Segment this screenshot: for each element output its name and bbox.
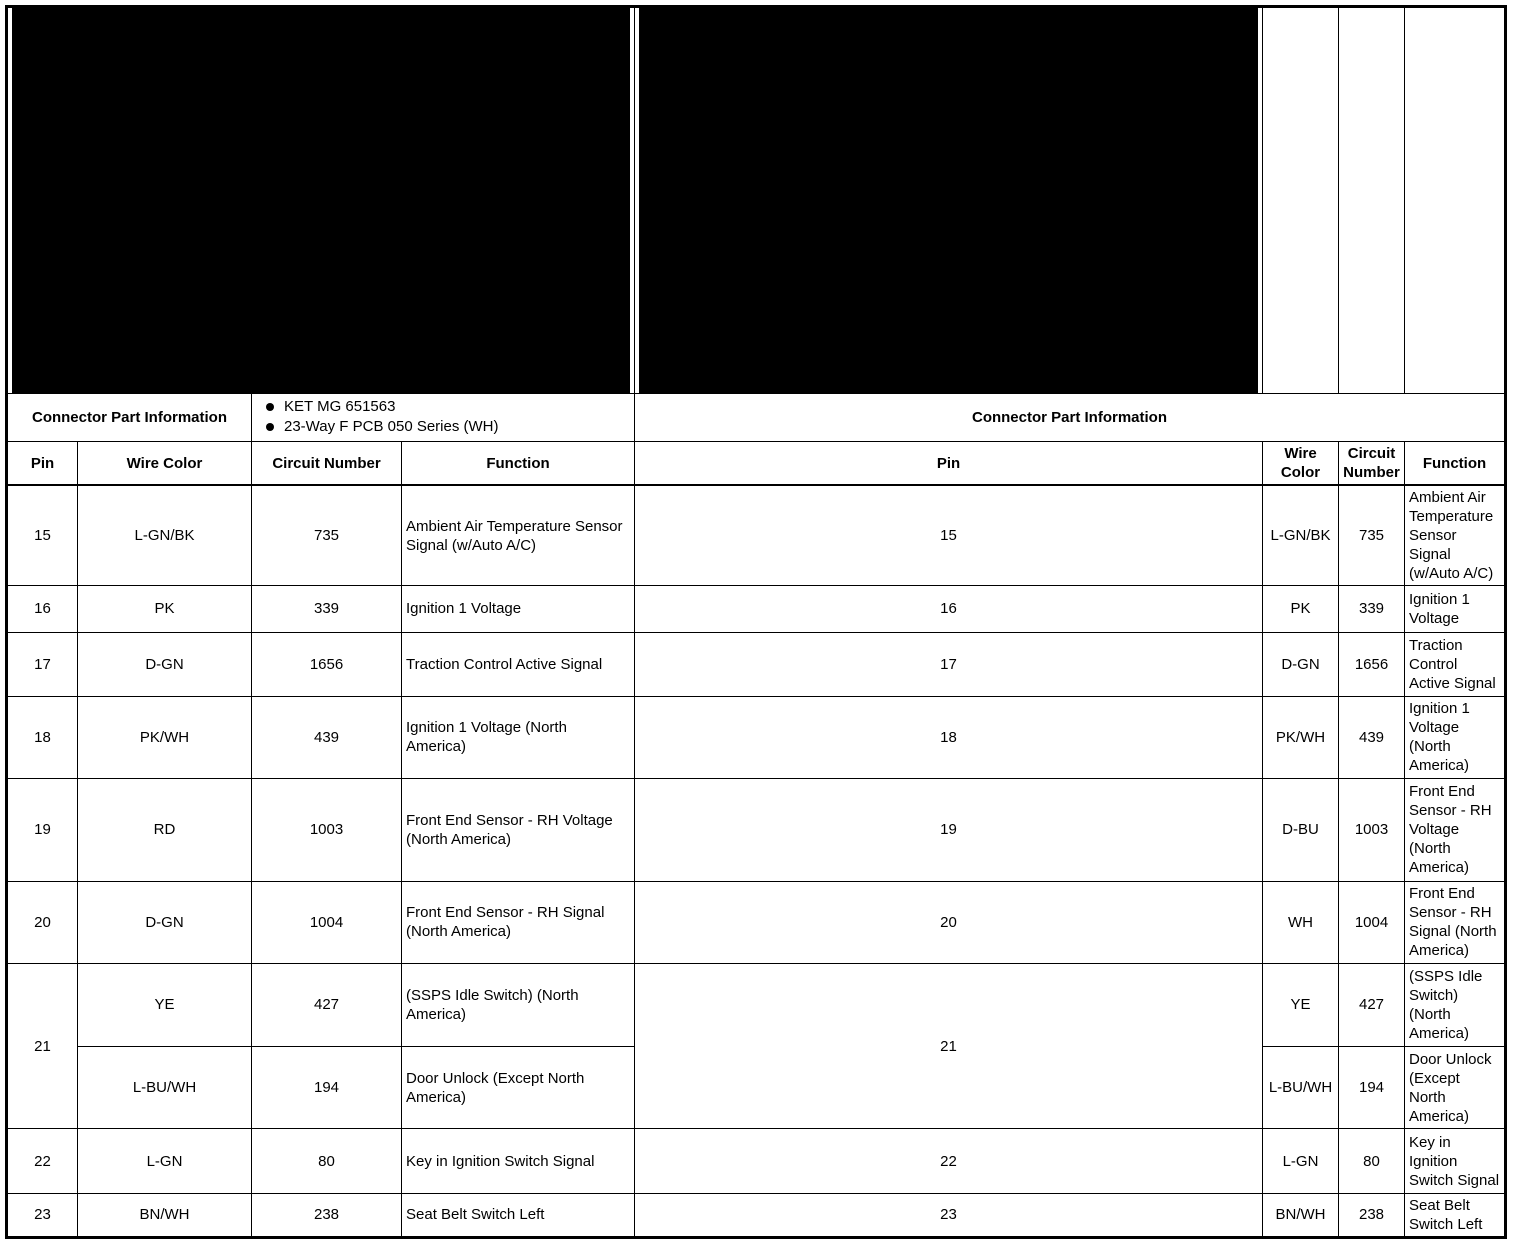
function-cell: Front End Sensor - RH Voltage (North America) xyxy=(402,779,635,881)
wire-color-cell: L-GN/BK xyxy=(78,485,252,585)
function-cell: Key in Ignition Switch Signal xyxy=(402,1129,635,1193)
function-cell: Front End Sensor - RH Voltage (North America) xyxy=(1405,779,1506,881)
empty-cell xyxy=(1263,7,1339,394)
wire-color-cell: BN/WH xyxy=(1263,1193,1339,1237)
circuit-cell: 439 xyxy=(1339,696,1405,778)
right-wire-color-header: Wire Color xyxy=(1263,441,1339,485)
circuit-cell: 80 xyxy=(1339,1129,1405,1193)
wire-color-cell: L-BU/WH xyxy=(78,1047,252,1129)
circuit-cell: 735 xyxy=(252,485,402,585)
wire-color-cell: RD xyxy=(78,779,252,881)
bullet-icon xyxy=(266,423,274,431)
wire-color-cell: PK xyxy=(78,586,252,632)
table-row xyxy=(7,696,1506,778)
pin-cell: 17 xyxy=(635,632,1263,696)
pin-cell: 20 xyxy=(635,881,1263,963)
function-cell: (SSPS Idle Switch) (North America) xyxy=(402,963,635,1046)
table-row xyxy=(7,1193,1506,1237)
circuit-cell: 339 xyxy=(252,586,402,632)
pin-cell: 15 xyxy=(7,485,78,585)
pin-cell: 18 xyxy=(7,696,78,778)
function-cell: (SSPS Idle Switch) (North America) xyxy=(1405,963,1506,1046)
pin-cell: 21 xyxy=(7,963,78,1129)
pin-cell: 22 xyxy=(7,1129,78,1193)
left-connector-info xyxy=(252,393,635,441)
wire-color-cell: WH xyxy=(1263,881,1339,963)
left-function-header: Function xyxy=(402,441,635,485)
function-cell: Ambient Air Temperature Sensor Signal (w/Auto A/C) xyxy=(402,485,635,585)
wire-color-cell: PK/WH xyxy=(78,696,252,778)
wire-color-cell: L-BU/WH xyxy=(1263,1047,1339,1129)
pin-cell: 20 xyxy=(7,881,78,963)
circuit-cell: 1003 xyxy=(1339,779,1405,881)
wire-color-cell: D-GN xyxy=(1263,632,1339,696)
header-row xyxy=(7,441,1506,485)
left-circuit-number-header: Circuit Number xyxy=(252,441,402,485)
circuit-cell: 194 xyxy=(1339,1047,1405,1129)
right-pin-header: Pin xyxy=(635,441,1263,485)
bullet-icon xyxy=(266,403,274,411)
wire-color-cell: L-GN xyxy=(78,1129,252,1193)
circuit-cell: 238 xyxy=(252,1193,402,1237)
image-row xyxy=(7,7,1506,394)
pin-cell: 16 xyxy=(635,586,1263,632)
connector-info-row xyxy=(7,393,1506,441)
connector-info-item: 23-Way F PCB 050 Series (WH) xyxy=(256,417,630,437)
wire-color-cell: BN/WH xyxy=(78,1193,252,1237)
circuit-cell: 194 xyxy=(252,1047,402,1129)
pin-cell: 15 xyxy=(635,485,1263,585)
function-cell: Traction Control Active Signal xyxy=(1405,632,1506,696)
pin-cell: 19 xyxy=(635,779,1263,881)
function-cell: Seat Belt Switch Left xyxy=(402,1193,635,1237)
circuit-cell: 238 xyxy=(1339,1193,1405,1237)
pin-cell: 19 xyxy=(7,779,78,881)
left-connector-info-label: Connector Part Information xyxy=(7,393,252,441)
right-function-header: Function xyxy=(1405,441,1506,485)
pin-cell: 18 xyxy=(635,696,1263,778)
function-cell: Key in Ignition Switch Signal xyxy=(1405,1129,1506,1193)
pin-cell: 23 xyxy=(635,1193,1263,1237)
wire-color-cell: D-GN xyxy=(78,881,252,963)
circuit-cell: 339 xyxy=(1339,586,1405,632)
function-cell: Front End Sensor - RH Signal (North America) xyxy=(402,881,635,963)
left-wire-color-header: Wire Color xyxy=(78,441,252,485)
circuit-cell: 439 xyxy=(252,696,402,778)
circuit-cell: 1656 xyxy=(252,632,402,696)
wire-color-cell: YE xyxy=(78,963,252,1046)
function-cell: Ignition 1 Voltage xyxy=(402,586,635,632)
function-cell: Door Unlock (Except North America) xyxy=(1405,1047,1506,1129)
circuit-cell: 1004 xyxy=(1339,881,1405,963)
function-cell: Ignition 1 Voltage (North America) xyxy=(1405,696,1506,778)
wire-color-cell: D-BU xyxy=(1263,779,1339,881)
pin-cell: 21 xyxy=(635,963,1263,1129)
wire-color-cell: YE xyxy=(1263,963,1339,1046)
table-row xyxy=(7,632,1506,696)
table-row xyxy=(7,963,1506,1046)
circuit-cell: 1656 xyxy=(1339,632,1405,696)
circuit-cell: 1004 xyxy=(252,881,402,963)
circuit-cell: 427 xyxy=(252,963,402,1046)
table-row xyxy=(7,1129,1506,1193)
table-row xyxy=(7,586,1506,632)
table-row xyxy=(7,881,1506,963)
right-circuit-number-header: Circuit Number xyxy=(1339,441,1405,485)
empty-cell xyxy=(1405,7,1506,394)
table-row xyxy=(7,485,1506,585)
function-cell: Ignition 1 Voltage (North America) xyxy=(402,696,635,778)
circuit-cell: 80 xyxy=(252,1129,402,1193)
table-row xyxy=(7,779,1506,881)
wire-color-cell: D-GN xyxy=(78,632,252,696)
pin-cell: 22 xyxy=(635,1129,1263,1193)
function-cell: Traction Control Active Signal xyxy=(402,632,635,696)
pin-cell: 23 xyxy=(7,1193,78,1237)
function-cell: Ignition 1 Voltage xyxy=(1405,586,1506,632)
wire-color-cell: L-GN/BK xyxy=(1263,485,1339,585)
pin-cell: 17 xyxy=(7,632,78,696)
circuit-cell: 735 xyxy=(1339,485,1405,585)
empty-cell xyxy=(1339,7,1405,394)
wire-color-cell: PK xyxy=(1263,586,1339,632)
left-connector-image xyxy=(12,8,630,393)
wire-color-cell: PK/WH xyxy=(1263,696,1339,778)
left-pin-header: Pin xyxy=(7,441,78,485)
right-connector-info-label: Connector Part Information xyxy=(635,393,1506,441)
connector-pinout-table xyxy=(5,5,1507,1239)
connector-info-item: KET MG 651563 xyxy=(256,397,630,417)
function-cell: Front End Sensor - RH Signal (North America) xyxy=(1405,881,1506,963)
function-cell: Ambient Air Temperature Sensor Signal (w/Auto A/C) xyxy=(1405,485,1506,585)
left-connector-image-cell xyxy=(7,7,635,394)
function-cell: Seat Belt Switch Left xyxy=(1405,1193,1506,1237)
pin-cell: 16 xyxy=(7,586,78,632)
circuit-cell: 1003 xyxy=(252,779,402,881)
circuit-cell: 427 xyxy=(1339,963,1405,1046)
right-connector-image-cell xyxy=(635,7,1263,394)
right-connector-image xyxy=(639,8,1258,393)
wire-color-cell: L-GN xyxy=(1263,1129,1339,1193)
function-cell: Door Unlock (Except North America) xyxy=(402,1047,635,1129)
